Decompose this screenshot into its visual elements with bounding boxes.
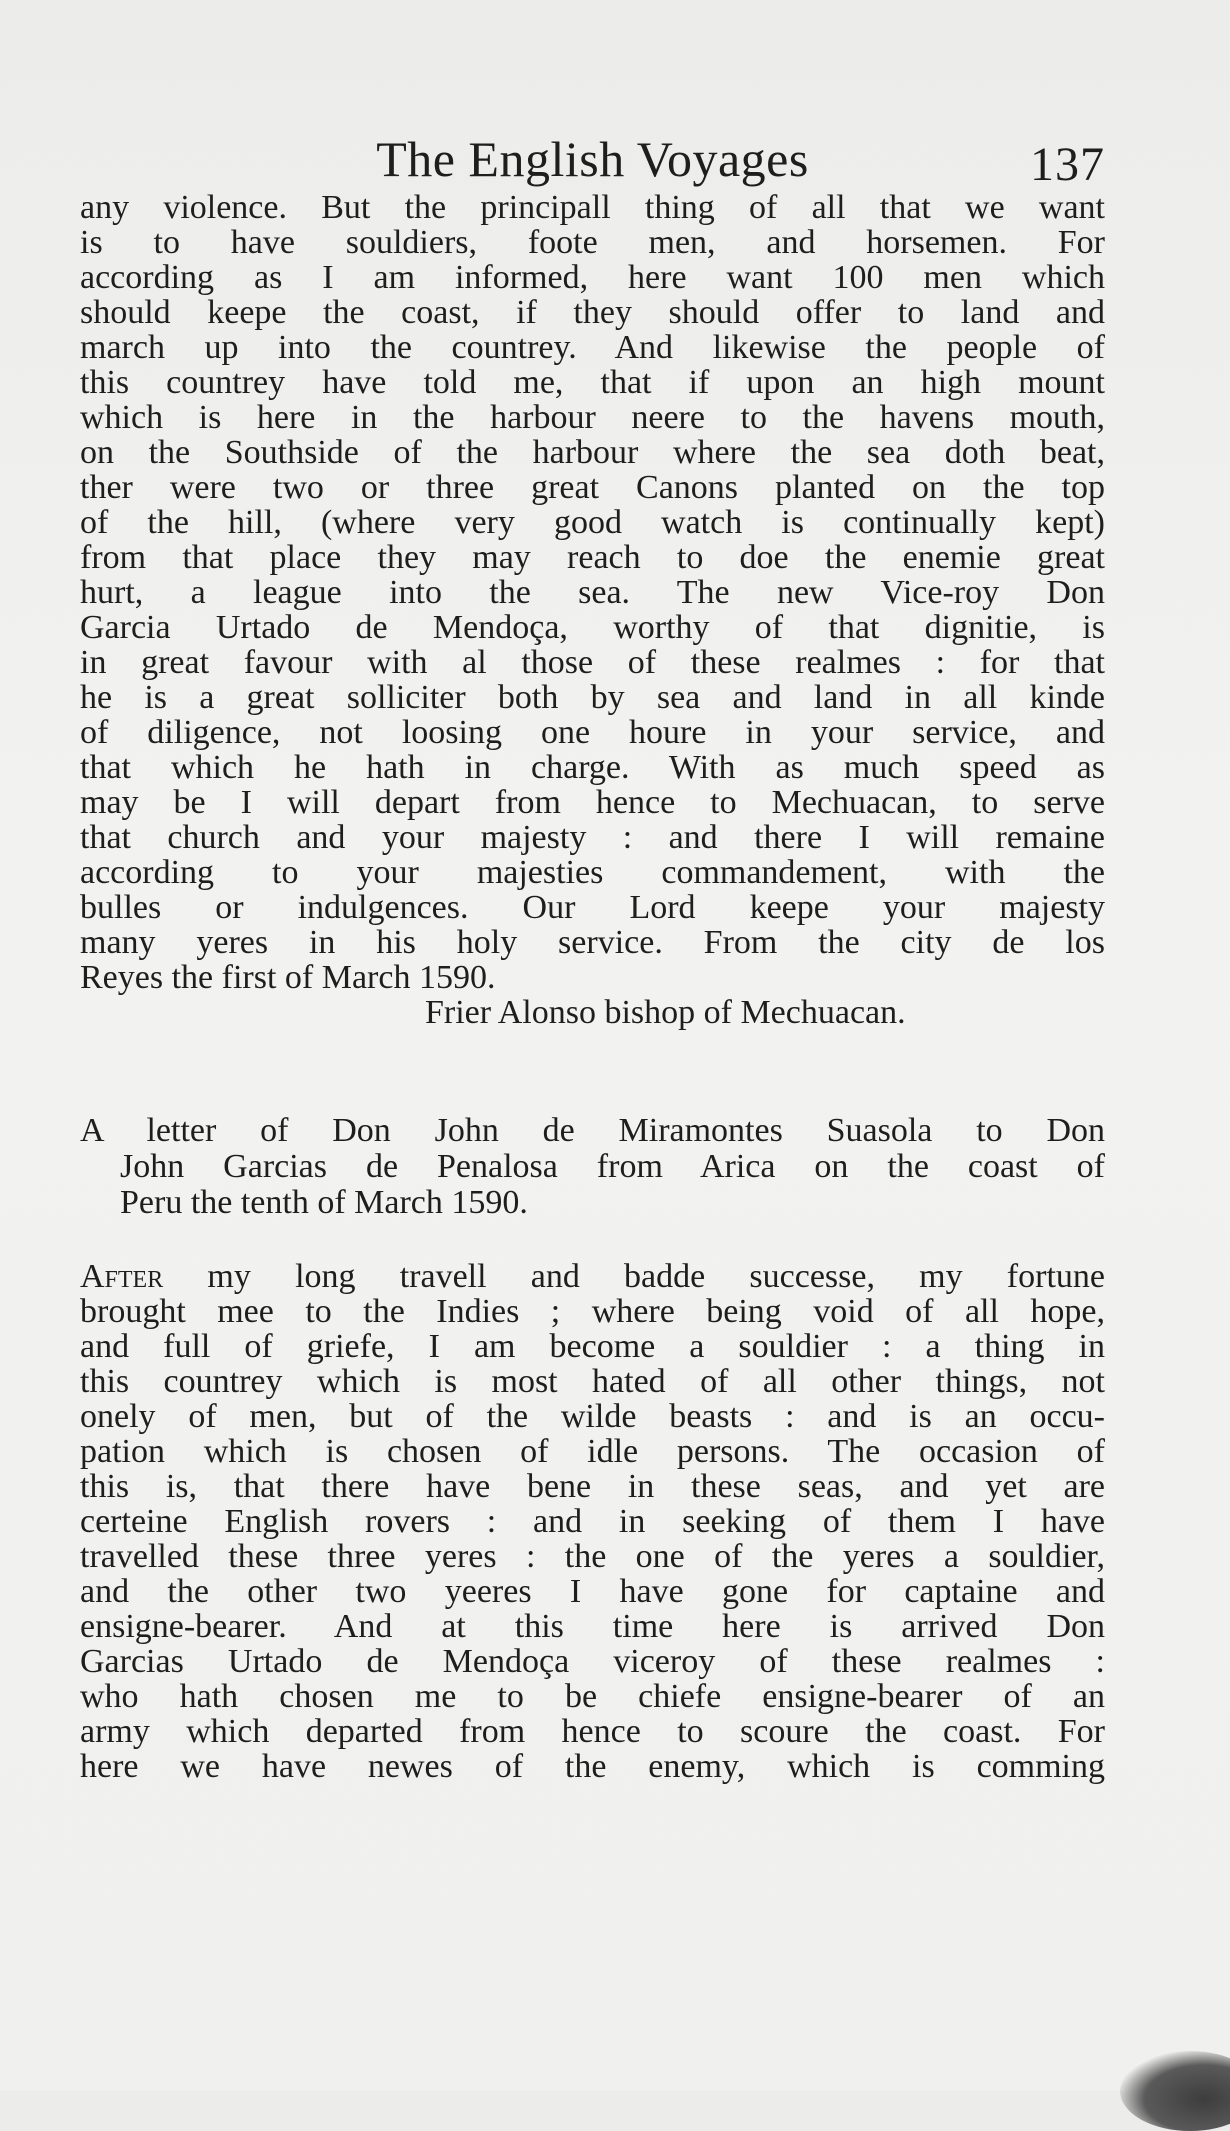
heading-line: Peru the tenth of March 1590. xyxy=(120,1184,528,1221)
text-line: ther were two or three great Canons planted on the top xyxy=(80,469,1105,506)
text-line: may be I will depart from hence to Mechuacan, to serve xyxy=(80,784,1105,821)
text-line: who hath chosen me to be chiefe ensigne-bearer of an xyxy=(80,1678,1105,1715)
page-number: 137 xyxy=(1030,138,1105,191)
text-line: that church and your majesty : and there I will remaine xyxy=(80,819,1105,856)
text-line: according as I am informed, here want 100 men which xyxy=(80,259,1105,296)
text-line: Reyes the first of March 1590. xyxy=(80,959,496,996)
text-line: on the Southside of the harbour where the sea doth beat, xyxy=(80,434,1105,471)
letter-signature: Frier Alonso bishop of Mechuacan. xyxy=(425,994,906,1031)
text-line: march up into the countrey. And likewise the people of xyxy=(80,329,1105,366)
text-line: travelled these three yeres : the one of the yeres a souldier, xyxy=(80,1538,1105,1575)
text-line: and the other two yeeres I have gone for captaine and xyxy=(80,1573,1105,1610)
text-line: pation which is chosen of idle persons. The occasion of xyxy=(80,1433,1105,1470)
text-line: army which departed from hence to scoure the coast. For xyxy=(80,1713,1105,1750)
page-header xyxy=(80,128,1105,190)
letter-heading xyxy=(80,1113,1105,1221)
text-line: Garcia Urtado de Mendoça, worthy of that dignitie, is xyxy=(80,609,1105,646)
opening-line xyxy=(80,1259,1105,1294)
text-line: many yeres in his holy service. From the city de los xyxy=(80,924,1105,961)
text-line: onely of men, but of the wilde beasts : and is an occu- xyxy=(80,1398,1105,1435)
text-line: he is a great solliciter both by sea and land in all kinde xyxy=(80,679,1105,716)
text-line: should keepe the coast, if they should offer to land and xyxy=(80,294,1105,331)
text-line: here we have newes of the enemy, which is comming xyxy=(80,1748,1105,1785)
bishop-letter-text xyxy=(80,190,1105,1031)
text-line: this countrey have told me, that if upon an high mount xyxy=(80,364,1105,401)
text-line: of diligence, not loosing one houre in your service, and xyxy=(80,714,1105,751)
text-line: ensigne-bearer. And at this time here is arrived Don xyxy=(80,1608,1105,1645)
heading-line: John Garcias de Penalosa from Arica on the coast of xyxy=(120,1148,1105,1185)
text-line: in great favour with al those of these realmes : for that xyxy=(80,644,1105,681)
text-line: hurt, a league into the sea. The new Vice-roy Don xyxy=(80,574,1105,611)
text-line: according to your majesties commandement, with the xyxy=(80,854,1105,891)
text-line: from that place they may reach to doe the enemie great xyxy=(80,539,1105,576)
text-line: this is, that there have bene in these seas, and yet are xyxy=(80,1468,1105,1505)
heading-line: A letter of Don John de Miramontes Suasola to Don xyxy=(80,1112,1105,1149)
text-line: certeine English rovers : and in seeking of them I have xyxy=(80,1503,1105,1540)
miramontes-letter-text xyxy=(80,1259,1105,1784)
corner-shadow xyxy=(1120,2051,1230,2131)
text-line: and full of griefe, I am become a souldier : a thing in xyxy=(80,1328,1105,1365)
text-line: any violence. But the principall thing of all that we want xyxy=(80,189,1105,226)
text-line: brought mee to the Indies ; where being void of all hope, xyxy=(80,1293,1105,1330)
text-line: Garcias Urtado de Mendoça viceroy of these realmes : xyxy=(80,1643,1105,1680)
text-line: is to have souldiers, foote men, and horsemen. For xyxy=(80,224,1105,261)
text-line: which is here in the harbour neere to the havens mouth, xyxy=(80,399,1105,436)
running-title: The English Voyages xyxy=(376,131,809,187)
opening-word: After xyxy=(80,1258,164,1295)
text-line: this countrey which is most hated of all other things, not xyxy=(80,1363,1105,1400)
text-line: bulles or indulgences. Our Lord keepe your majesty xyxy=(80,889,1105,926)
text-line: of the hill, (where very good watch is continually kept) xyxy=(80,504,1105,541)
opening-line-rest: my long travell and badde successe, my fortune xyxy=(163,1258,1105,1295)
text-line: that which he hath in charge. With as much speed as xyxy=(80,749,1105,786)
book-page xyxy=(80,128,1105,1784)
